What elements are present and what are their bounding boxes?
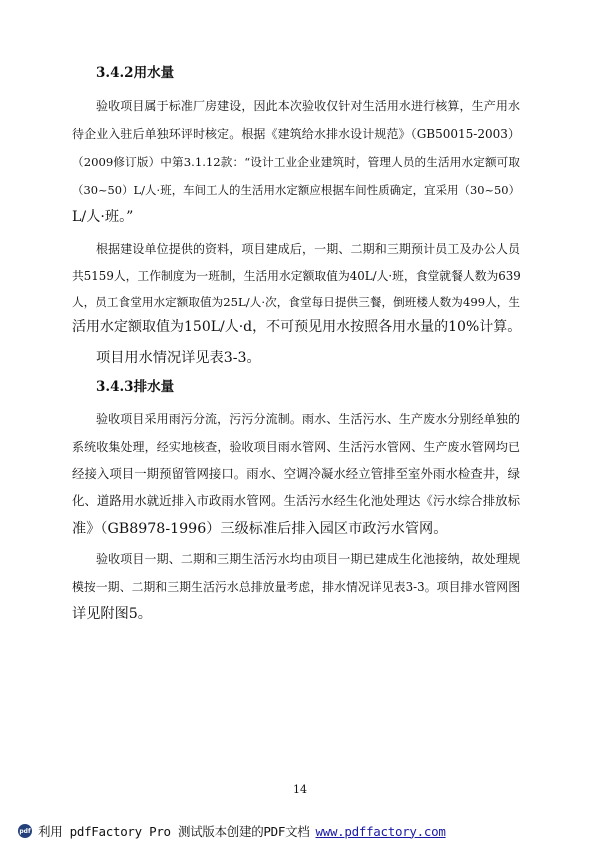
section-heading-3-4-3: 3.4.3排水量 — [96, 379, 175, 395]
paragraph-line: 根据建设单位提供的资料，项目建成后，一期、二期和三期预计员工及办公人员 — [96, 242, 520, 256]
paragraph-line: 系统收集处理，经实地核查，验收项目雨水管网、生活污水管网、生产废水管网均已 — [72, 440, 520, 454]
paragraph-line: 准》（GB8978-1996）三级标准后排入园区市政污水管网。 — [72, 521, 448, 537]
paragraph-line: 验收项目属于标准厂房建设，因此本次验收仅针对生活用水进行核算，生产用水 — [96, 99, 520, 113]
paragraph-line: 化、道路用水就近排入市政雨水管网。生活污水经生化池处理达《污水综合排放标 — [72, 493, 520, 508]
paragraph-line: 验收项目采用雨污分流，污污分流制。雨水、生活污水、生产废水分别经单独的 — [96, 412, 520, 426]
pdffactory-footer — [18, 822, 446, 840]
paragraph-line: 模按一期、二期和三期生活污水总排放量考虑，排水情况详见表3-3。项目排水管网图 — [72, 580, 520, 594]
paragraph-line: 经接入项目一期预留管网接口。雨水、空调冷凝水经立管排至室外雨水检查井，绿 — [72, 466, 520, 481]
pdffactory-link[interactable]: www.pdffactory.com — [315, 823, 446, 839]
page-number: 14 — [293, 783, 307, 796]
paragraph-line: L/人·班。” — [72, 209, 134, 225]
paragraph-line: （2009修订版）中第3.1.12款：“设计工业企业建筑时，管理人员的生活用水定额可取 — [72, 155, 520, 169]
paragraph-line: 共5159人，工作制度为一班制，生活用水定额取值为40L/人·班，食堂就餐人数为639 — [72, 269, 521, 283]
paragraph-line: 待企业入驻后单独环评时核定。根据《建筑给水排水设计规范》（GB50015-2003） — [72, 127, 520, 141]
paragraph-line: 人，员工食堂用水定额取值为25L/人·次，食堂每日提供三餐，倒班楼人数为499人，生 — [72, 295, 520, 309]
paragraph-line: 项目用水情况详见表3-3。 — [96, 350, 261, 366]
paragraph-line: （30~50）L/人·班，车间工人的生活用水定额应根据车间性质确定，宜采用（30~50） — [72, 183, 520, 197]
paragraph-line: 验收项目一期、二期和三期生活污水均由项目一期已建成生化池接纳，故处理规 — [96, 552, 520, 566]
section-heading-3-4-2: 3.4.2用水量 — [96, 65, 175, 81]
paragraph-line: 活用水定额取值为150L/人·d，不可预见用水按照各用水量的10%计算。 — [72, 319, 522, 335]
pdffactory-logo-icon: pdf — [18, 824, 32, 838]
footer-text: 利用 pdfFactory Pro 测试版本创建的PDF文档 — [38, 824, 310, 839]
paragraph-line: 详见附图5。 — [72, 606, 152, 622]
